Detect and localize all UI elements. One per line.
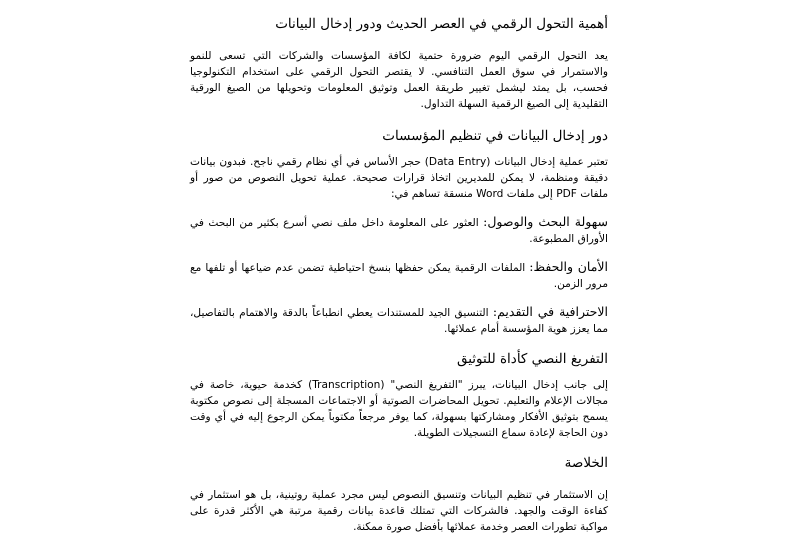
point-professionalism-lead: الاحترافية في التقديم: <box>492 304 608 319</box>
point-professionalism <box>190 304 608 337</box>
point-security-text: الملفات الرقمية يمكن حفظها بنسخ احتياطية تضمن عدم ضياعها أو تلفها مع مرور الزمن. <box>190 262 608 290</box>
intro-paragraph: يعد التحول الرقمي اليوم ضرورة حتمية لكافة المؤسسات والشركات التي تسعى للنمو والاستمرار في سوق العمل التنافسي. لا يقتصر التحول الرقمي على استخدام التكنولوجيا فحسب، بل يمتد ليشمل تغيير طريقة العمل وتوثيق المعلومات وتحويلها من الصيغ الورقية التقليدية إلى الصيغ الرقمية السهلة التداول. <box>190 50 608 110</box>
point-professionalism-text: التنسيق الجيد للمستندات يعطي انطباعاً بالدقة والاهتمام بالتفاصيل، مما يعزز هوية المؤسسة أمام عملائها. <box>190 307 608 335</box>
point-security-lead: الأمان والحفظ: <box>529 259 608 274</box>
point-security <box>190 259 608 292</box>
point-search-text: العثور على المعلومة داخل ملف نصي أسرع بكثير من البحث في الأوراق المطبوعة. <box>190 217 608 245</box>
section-heading-transcription: التفريغ النصي كأداة للتوثيق <box>456 351 608 367</box>
point-search-lead: سهولة البحث والوصول: <box>483 214 608 229</box>
document-body <box>190 14 608 535</box>
document-title: أهمية التحول الرقمي في العصر الحديث ودور إدخال البيانات <box>275 16 608 32</box>
section-heading-data-entry: دور إدخال البيانات في تنظيم المؤسسات <box>382 128 608 144</box>
point-search <box>190 214 608 247</box>
transcription-paragraph: إلى جانب إدخال البيانات، يبرز "التفريغ النصي" (Transcription) كخدمة حيوية، خاصة في مجالات الإعلام والتعليم. تحويل المحاضرات الصوتية أو الاجتماعات المسجلة إلى نصوص مكتوبة يسمح بتوثيق الأفكار ومشاركتها بسهولة، كما يوفر مرجعاً مكتوباً يمكن الرجوع إليه في أي وقت دون الحاجة لإعادة سماع التسجيلات الطويلة. <box>190 379 608 439</box>
conclusion-paragraph: إن الاستثمار في تنظيم البيانات وتنسيق النصوص ليس مجرد عملية روتينية، بل هو استثمار في كفاءة الوقت والجهد. فالشركات التي تمتلك قاعدة بيانات رقمية مرتبة هي الأكثر قدرة على مواكبة تطورات العصر وخدمة عملائها بأفضل صورة ممكنة. <box>190 489 608 533</box>
data-entry-paragraph: تعتبر عملية إدخال البيانات (Data Entry) حجر الأساس في أي نظام رقمي ناجح. فبدون بيانات دقيقة ومنظمة، لا يمكن للمديرين اتخاذ قرارات صحيحة. عملية تحويل النصوص من صور أو ملفات PDF إلى ملفات Word منسقة تساهم في: <box>190 156 608 200</box>
section-heading-conclusion: الخلاصة <box>564 455 608 471</box>
